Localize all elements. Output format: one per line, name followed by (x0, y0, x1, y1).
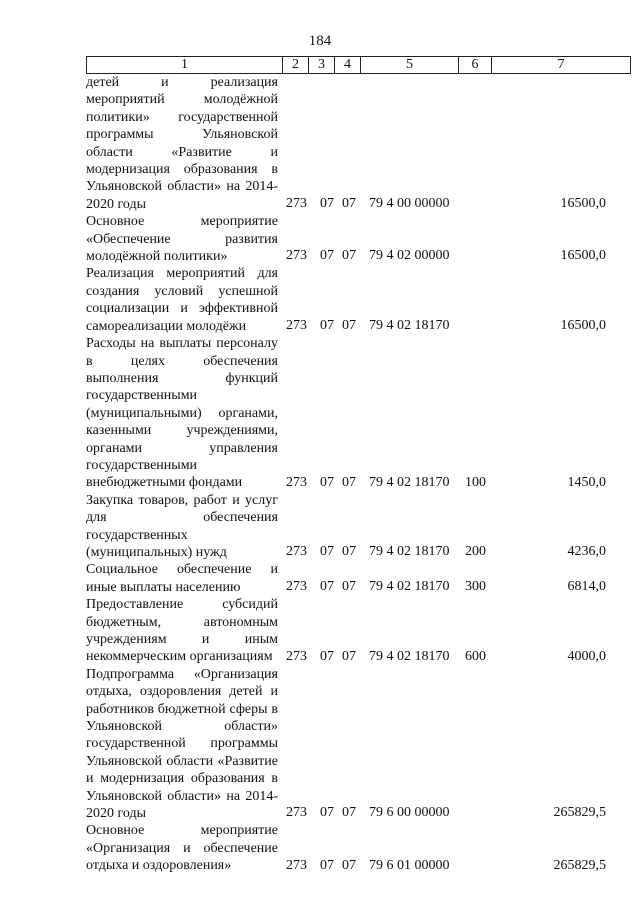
row-csr: 79 4 00 00000 (369, 196, 450, 212)
table-row (86, 561, 631, 596)
row-description: Подпрограмма «Организация отдыха, оздоровления детей и работников бюджетной сферы в Ульяновской области» государственной программы Ульяновской области «Развитие и модернизация образования в Ульяновской области» на 2014-2020 годы (86, 666, 278, 822)
row-sum: 16500,0 (560, 248, 606, 264)
header-col-3: 3 (309, 57, 335, 74)
row-section: 07 (320, 318, 334, 334)
header-col-6: 6 (459, 57, 492, 74)
row-description: Основное мероприятие «Обеспечение развития молодёжной политики» (86, 214, 278, 265)
row-subsection: 07 (342, 579, 356, 595)
row-codes (286, 474, 631, 492)
row-section: 07 (320, 648, 334, 664)
row-description: Расходы на выплаты персоналу в целях обеспечения выполнения функций государственными (муниципальными) органами, казенными учреждениями, органами управления государственными внебюджетными фондами (86, 336, 278, 491)
row-csr: 79 4 02 18170 (369, 544, 450, 560)
row-sum: 4236,0 (567, 544, 606, 560)
row-codes (286, 543, 631, 561)
row-description: Основное мероприятие «Организация и обеспечение отдыха и оздоровления» (86, 823, 278, 874)
row-subsection: 07 (342, 196, 356, 212)
row-codes (286, 195, 631, 213)
row-csr: 79 6 01 00000 (369, 857, 450, 873)
row-codes (286, 317, 631, 335)
row-gr: 273 (286, 196, 307, 212)
table-row (86, 335, 631, 492)
row-csr: 79 4 02 00000 (369, 248, 450, 264)
row-sum: 16500,0 (560, 318, 606, 334)
page-number: 184 (308, 33, 332, 49)
table-row (86, 822, 631, 874)
row-section: 07 (320, 248, 334, 264)
table-row (86, 666, 631, 823)
row-sum: 1450,0 (567, 474, 606, 490)
row-section: 07 (320, 544, 334, 560)
row-vr: 300 (465, 579, 486, 595)
row-codes (286, 804, 631, 822)
row-gr: 273 (286, 248, 307, 264)
row-gr: 273 (286, 544, 307, 560)
header-col-4: 4 (335, 57, 361, 74)
row-codes (286, 578, 631, 596)
row-codes (286, 857, 631, 875)
row-description: детей и реализация мероприятий молодёжной политики» государственной программы Ульяновской области «Развитие и модернизация образования в Ульяновской области» на 2014-2020 годы (86, 75, 278, 212)
row-gr: 273 (286, 474, 307, 490)
row-section: 07 (320, 857, 334, 873)
row-section: 07 (320, 474, 334, 490)
row-sum: 16500,0 (560, 196, 606, 212)
row-sum: 265829,5 (553, 805, 606, 821)
row-sum: 6814,0 (567, 579, 606, 595)
row-section: 07 (320, 805, 334, 821)
row-subsection: 07 (342, 474, 356, 490)
row-csr: 79 6 00 00000 (369, 805, 450, 821)
row-sum: 265829,5 (553, 857, 606, 873)
row-subsection: 07 (342, 805, 356, 821)
header-col-2: 2 (283, 57, 309, 74)
row-description: Реализация мероприятий для создания условий успешной социализации и эффективной самореализации молодёжи (86, 266, 278, 334)
row-csr: 79 4 02 18170 (369, 648, 450, 664)
row-gr: 273 (286, 648, 307, 664)
budget-table-body (86, 74, 631, 875)
row-section: 07 (320, 196, 334, 212)
table-row (86, 596, 631, 666)
row-csr: 79 4 02 18170 (369, 474, 450, 490)
row-gr: 273 (286, 318, 307, 334)
row-subsection: 07 (342, 648, 356, 664)
row-gr: 273 (286, 805, 307, 821)
header-col-7: 7 (492, 57, 631, 74)
row-vr: 600 (465, 648, 486, 664)
row-gr: 273 (286, 579, 307, 595)
row-subsection: 07 (342, 248, 356, 264)
row-subsection: 07 (342, 544, 356, 560)
table-row (86, 74, 631, 213)
header-col-1: 1 (87, 57, 283, 74)
table-row (86, 265, 631, 335)
row-vr: 100 (465, 474, 486, 490)
table-header (86, 56, 631, 74)
row-subsection: 07 (342, 857, 356, 873)
header-col-5: 5 (361, 57, 459, 74)
row-description: Предоставление субсидий бюджетным, автономным учреждениям и иным некоммерческим организациям (86, 597, 278, 665)
row-sum: 4000,0 (567, 648, 606, 664)
row-codes (286, 648, 631, 666)
row-vr: 200 (465, 544, 486, 560)
row-csr: 79 4 02 18170 (369, 579, 450, 595)
row-gr: 273 (286, 857, 307, 873)
row-codes (286, 247, 631, 265)
table-row (86, 492, 631, 562)
row-section: 07 (320, 579, 334, 595)
row-subsection: 07 (342, 318, 356, 334)
row-csr: 79 4 02 18170 (369, 318, 450, 334)
row-description: Социальное обеспечение и иные выплаты населению (86, 562, 278, 595)
table-row (86, 213, 631, 265)
row-description: Закупка товаров, работ и услуг для обеспечения государственных (муниципальных) нужд (86, 492, 278, 560)
